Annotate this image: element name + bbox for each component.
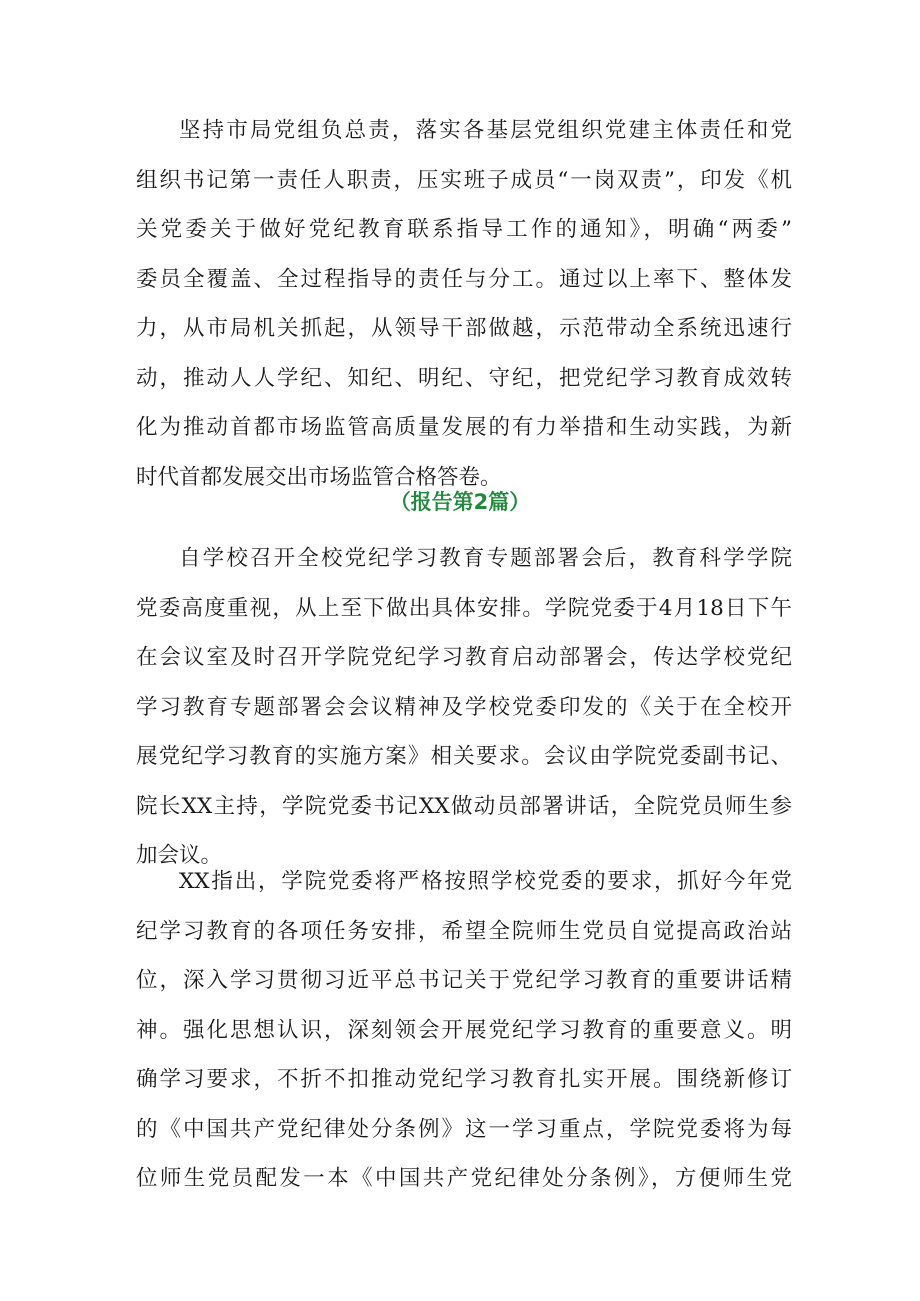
paragraph-line: 动，推动人人学纪、知纪、明纪、守纪，把党纪学习教育成效转 (136, 365, 792, 391)
paragraph-line: 展党纪学习教育的实施方案》相关要求。会议由学院党委副书记、 (136, 744, 792, 769)
paragraph-line: 化为推动首都市场监管高质量发展的有力举措和生动实践，为新 (136, 415, 792, 440)
paragraph-line: 位师生党员配发一本《中国共产党纪律处分条例》，方便师生党 (136, 1166, 792, 1191)
paragraph-line: 加会议。 (136, 843, 223, 868)
paragraph-3 (136, 857, 792, 1204)
paragraph-line: 党委高度重视，从上至下做出具体安排。学院党委于4月18日下午 (136, 595, 792, 621)
paragraph-line: 关党委关于做好党纪教育联系指导工作的通知》，明确“两委” (136, 217, 792, 242)
paragraph-line: 神。强化思想认识，深刻领会开展党纪学习教育的重要意义。明 (136, 1017, 792, 1043)
paragraph-line: 时代首都发展交出市场监管合格答卷。 (136, 464, 502, 490)
paragraph-line: 确学习要求，不折不扣推动党纪学习教育扎实开展。围绕新修订 (136, 1067, 792, 1092)
paragraph-2 (136, 534, 792, 881)
paragraph-line: 自学校召开全校党纪学习教育专题部署会后，教育科学学院 (179, 546, 792, 571)
paragraph-line: 学习教育专题部署会会议精神及学校党委印发的《关于在全校开 (136, 694, 792, 720)
paragraph-line: 坚持市局党组负总责，落实各基层党组织党建主体责任和党 (179, 118, 792, 143)
paragraph-1 (136, 106, 792, 502)
paragraph-line: 纪学习教育的各项任务安排，希望全院师生党员自觉提高政治站 (136, 918, 792, 944)
paragraph-line: 在会议室及时召开学院党纪学习教育启动部署会，传达学校党纪 (136, 645, 792, 670)
paragraph-line: 的《中国共产党纪律处分条例》这一学习重点，学院党委将为每 (136, 1116, 792, 1142)
paragraph-line: 位，深入学习贯彻习近平总书记关于党纪学习教育的重要讲话精 (136, 968, 792, 993)
paragraph-line: 力，从市局机关抓起，从领导干部做越，示范带动全系统迅速行 (136, 316, 792, 341)
paragraph-line: 院长XX主持，学院党委书记XX做动员部署讲话，全院党员师生参 (136, 793, 792, 819)
paragraph-line: XX指出，学院党委将严格按照学校党委的要求，抓好今年党 (179, 869, 792, 894)
paragraph-line: 组织书记第一责任人职责，压实班子成员“一岗双责”，印发《机 (136, 167, 792, 193)
section-heading: （报告第2篇） (389, 490, 531, 514)
paragraph-line: 委员全覆盖、全过程指导的责任与分工。通过以上率下、整体发 (136, 266, 792, 292)
